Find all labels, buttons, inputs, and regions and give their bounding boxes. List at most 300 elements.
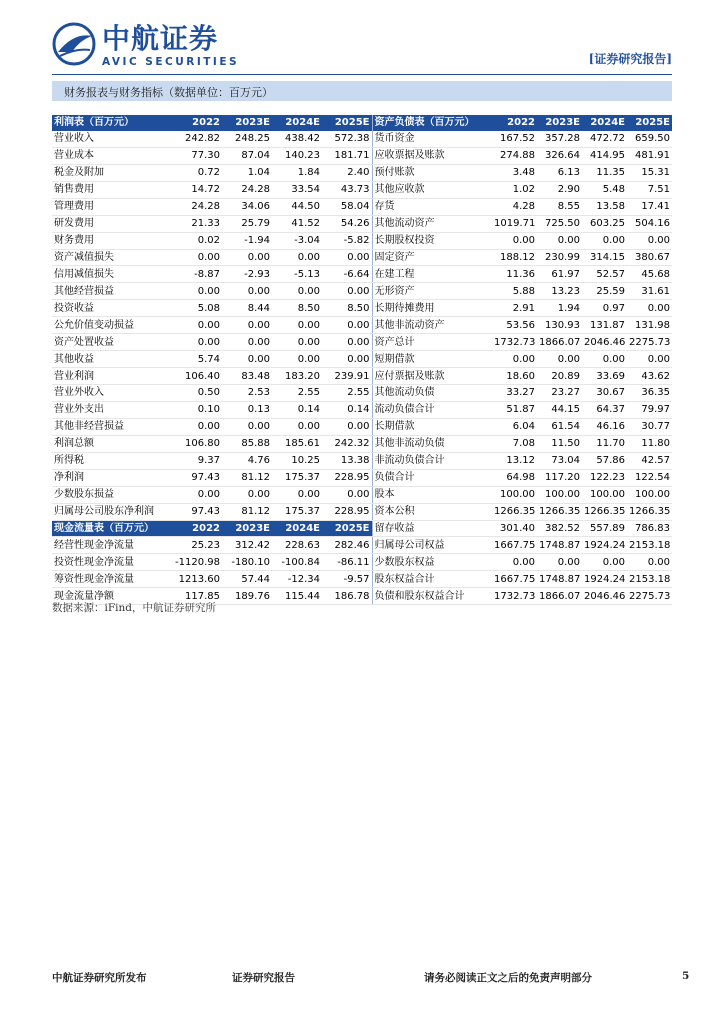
row-value: 6.13 (537, 164, 582, 181)
row-value: 0.00 (222, 418, 272, 435)
row-value: 13.58 (582, 198, 627, 215)
row-label: 营业外收入 (52, 385, 172, 402)
row-value: 239.91 (322, 368, 372, 385)
row-value: 20.89 (537, 368, 582, 385)
header-label: 现金流量表（百万元） (52, 520, 172, 537)
row-value: 2.55 (322, 385, 372, 402)
row-value: 30.67 (582, 385, 627, 402)
row-label: 长期借款 (372, 418, 492, 435)
row-value: 1.84 (272, 164, 322, 181)
row-value: 5.08 (172, 300, 222, 317)
table-row (52, 181, 672, 198)
year-header: 2023E (222, 115, 272, 131)
row-label: 营业外支出 (52, 401, 172, 418)
row-value: 0.13 (222, 401, 272, 418)
row-label: 营业利润 (52, 368, 172, 385)
row-value: 0.00 (492, 351, 537, 368)
row-value: 0.00 (272, 283, 322, 300)
row-value: 4.76 (222, 452, 272, 469)
row-value: 1266.35 (537, 503, 582, 520)
row-value: -2.93 (222, 266, 272, 283)
row-label: 营业成本 (52, 147, 172, 164)
row-value: 314.15 (582, 249, 627, 266)
row-label: 财务费用 (52, 232, 172, 249)
table-row (52, 317, 672, 334)
page-footer (52, 970, 692, 990)
row-value: 33.69 (582, 368, 627, 385)
row-value: -86.11 (322, 554, 372, 571)
row-value: 0.00 (222, 486, 272, 503)
row-value: 8.55 (537, 198, 582, 215)
row-value: 3.48 (492, 164, 537, 181)
table-row (52, 198, 672, 215)
row-value: 106.40 (172, 368, 222, 385)
footer-report-type: 证券研究报告 (232, 972, 295, 984)
row-value: 61.97 (537, 266, 582, 283)
row-value: 15.31 (627, 164, 672, 181)
row-value: -3.04 (272, 232, 322, 249)
row-value: 1924.24 (582, 571, 627, 588)
row-label: 少数股东损益 (52, 486, 172, 503)
row-label: 归属母公司权益 (372, 537, 492, 554)
row-value: 1732.73 (492, 588, 537, 605)
row-value: 117.85 (172, 588, 222, 605)
table-row (52, 147, 672, 164)
row-label: 应收票据及账款 (372, 147, 492, 164)
avic-logo-icon (52, 22, 96, 66)
row-value: 0.00 (322, 418, 372, 435)
section-title: 财务报表与财务指标（数据单位：百万元） (64, 86, 273, 99)
row-value: 53.56 (492, 317, 537, 334)
year-header: 2025E (627, 115, 672, 131)
row-value: -1120.98 (172, 554, 222, 571)
row-label: 营业收入 (52, 131, 172, 147)
row-label: 其他流动资产 (372, 215, 492, 232)
row-value: 603.25 (582, 215, 627, 232)
table-row (52, 351, 672, 368)
row-value: 36.35 (627, 385, 672, 402)
row-value: -12.34 (272, 571, 322, 588)
row-value: 30.77 (627, 418, 672, 435)
row-value: 45.68 (627, 266, 672, 283)
row-value: 228.95 (322, 503, 372, 520)
row-value: 115.44 (272, 588, 322, 605)
row-value: 131.87 (582, 317, 627, 334)
row-value: 31.61 (627, 283, 672, 300)
row-label: 研发费用 (52, 215, 172, 232)
row-value: 557.89 (582, 520, 627, 537)
row-value: 122.23 (582, 469, 627, 486)
row-value: 2153.18 (627, 571, 672, 588)
row-label: 资产总计 (372, 334, 492, 351)
row-value: 0.00 (222, 317, 272, 334)
table-row (52, 249, 672, 266)
row-value: 0.00 (272, 317, 322, 334)
year-header: 2022 (492, 115, 537, 131)
row-value: 97.43 (172, 503, 222, 520)
row-value: 1667.75 (492, 537, 537, 554)
row-value: 301.40 (492, 520, 537, 537)
row-value: 0.14 (272, 401, 322, 418)
year-header: 2025E (322, 115, 372, 131)
row-value: 0.00 (222, 351, 272, 368)
row-value: 140.23 (272, 147, 322, 164)
table-row (52, 469, 672, 486)
row-value: -180.10 (222, 554, 272, 571)
row-value: 8.50 (272, 300, 322, 317)
row-value: 175.37 (272, 469, 322, 486)
row-label: 股本 (372, 486, 492, 503)
table-row (52, 401, 672, 418)
row-label: 在建工程 (372, 266, 492, 283)
row-label: 固定资产 (372, 249, 492, 266)
table-row (52, 334, 672, 351)
table-row (52, 418, 672, 435)
table-row (52, 215, 672, 232)
row-value: 10.25 (272, 452, 322, 469)
year-header: 2022 (172, 115, 222, 131)
row-value: 61.54 (537, 418, 582, 435)
row-value: 100.00 (492, 486, 537, 503)
row-value: 0.00 (272, 486, 322, 503)
row-value: 7.08 (492, 435, 537, 452)
row-value: 8.50 (322, 300, 372, 317)
row-value: 24.28 (222, 181, 272, 198)
row-value: 1019.71 (492, 215, 537, 232)
row-value: 0.00 (627, 351, 672, 368)
table-row (52, 164, 672, 181)
table-header-row (52, 115, 672, 131)
row-label: 利润总额 (52, 435, 172, 452)
logo-chinese-text: 中航证券 (102, 22, 219, 55)
row-value: 17.41 (627, 198, 672, 215)
row-value: 11.80 (627, 435, 672, 452)
year-header: 2022 (172, 520, 222, 537)
row-value: 1213.60 (172, 571, 222, 588)
year-header: 2023E (222, 520, 272, 537)
row-value: 25.79 (222, 215, 272, 232)
table-row (52, 503, 672, 520)
row-value: 43.73 (322, 181, 372, 198)
table-row (52, 131, 672, 147)
row-value: -6.64 (322, 266, 372, 283)
row-value: 1266.35 (627, 503, 672, 520)
row-value: 0.50 (172, 385, 222, 402)
row-label: 少数股东权益 (372, 554, 492, 571)
row-value: 0.00 (322, 249, 372, 266)
row-value: 382.52 (537, 520, 582, 537)
row-value: 1748.87 (537, 571, 582, 588)
row-value: -100.84 (272, 554, 322, 571)
row-value: 1667.75 (492, 571, 537, 588)
row-value: 130.93 (537, 317, 582, 334)
row-value: 185.61 (272, 435, 322, 452)
row-value: 725.50 (537, 215, 582, 232)
row-value: 79.97 (627, 401, 672, 418)
row-label: 投资收益 (52, 300, 172, 317)
row-label: 存货 (372, 198, 492, 215)
row-value: 167.52 (492, 131, 537, 147)
row-value: 131.98 (627, 317, 672, 334)
row-value: 0.00 (172, 486, 222, 503)
row-value: -5.82 (322, 232, 372, 249)
row-value: 97.43 (172, 469, 222, 486)
footer-publisher: 中航证券研究所发布 (52, 972, 147, 984)
row-value: 181.71 (322, 147, 372, 164)
row-value: 0.00 (322, 334, 372, 351)
row-label: 资产处置收益 (52, 334, 172, 351)
row-value: 117.20 (537, 469, 582, 486)
row-value: 2.53 (222, 385, 272, 402)
row-value: 242.32 (322, 435, 372, 452)
row-value: 25.23 (172, 537, 222, 554)
row-value: 81.12 (222, 469, 272, 486)
year-header: 2024E (272, 115, 322, 131)
row-value: 44.50 (272, 198, 322, 215)
row-label: 其他流动负债 (372, 385, 492, 402)
row-value: 312.42 (222, 537, 272, 554)
row-value: 57.44 (222, 571, 272, 588)
row-value: 87.04 (222, 147, 272, 164)
year-header: 2025E (322, 520, 372, 537)
row-value: 0.00 (492, 232, 537, 249)
row-value: 0.00 (492, 554, 537, 571)
row-value: 1266.35 (582, 503, 627, 520)
row-value: 0.00 (537, 351, 582, 368)
row-value: 13.12 (492, 452, 537, 469)
row-label: 应付票据及账款 (372, 368, 492, 385)
row-value: 228.63 (272, 537, 322, 554)
row-label: 所得税 (52, 452, 172, 469)
row-value: 0.00 (272, 334, 322, 351)
row-value: 42.57 (627, 452, 672, 469)
table-row (52, 486, 672, 503)
table-row (52, 232, 672, 249)
row-value: 64.98 (492, 469, 537, 486)
row-label: 短期借款 (372, 351, 492, 368)
year-header: 2023E (537, 115, 582, 131)
row-value: 46.16 (582, 418, 627, 435)
row-value: 2.91 (492, 300, 537, 317)
row-value: 1.94 (537, 300, 582, 317)
header-divider (52, 74, 672, 75)
row-value: 230.99 (537, 249, 582, 266)
row-value: 83.48 (222, 368, 272, 385)
row-value: 33.54 (272, 181, 322, 198)
row-label: 公允价值变动损益 (52, 317, 172, 334)
row-value: 2.90 (537, 181, 582, 198)
row-value: 8.44 (222, 300, 272, 317)
table-row (52, 537, 672, 554)
row-value: 0.00 (627, 232, 672, 249)
row-label: 资产减值损失 (52, 249, 172, 266)
row-value: 1866.07 (537, 334, 582, 351)
row-value: 0.00 (582, 554, 627, 571)
row-value: 11.70 (582, 435, 627, 452)
footer-page-number: 5 (682, 970, 690, 982)
row-value: 0.00 (272, 249, 322, 266)
row-label: 负债合计 (372, 469, 492, 486)
row-value: 81.12 (222, 503, 272, 520)
data-source-note: 数据来源：iFind，中航证券研究所 (52, 602, 216, 614)
row-value: 0.97 (582, 300, 627, 317)
header-label: 利润表（百万元） (52, 115, 172, 131)
row-value: 34.06 (222, 198, 272, 215)
row-value: 2275.73 (627, 334, 672, 351)
row-value: 0.00 (322, 486, 372, 503)
row-value: 0.00 (627, 300, 672, 317)
row-value: 0.00 (582, 232, 627, 249)
row-value: 0.00 (272, 418, 322, 435)
row-value: 0.00 (172, 317, 222, 334)
row-label: 管理费用 (52, 198, 172, 215)
row-value: 248.25 (222, 131, 272, 147)
row-value: 1.04 (222, 164, 272, 181)
row-value: 0.00 (322, 351, 372, 368)
table-row (52, 300, 672, 317)
row-label: 其他非流动负债 (372, 435, 492, 452)
row-value: 175.37 (272, 503, 322, 520)
row-value: 414.95 (582, 147, 627, 164)
row-value: 0.72 (172, 164, 222, 181)
row-value: 0.00 (222, 283, 272, 300)
row-value: 23.27 (537, 385, 582, 402)
row-value: 357.28 (537, 131, 582, 147)
table-row (52, 368, 672, 385)
section-title-bar (52, 81, 672, 101)
row-value: 786.83 (627, 520, 672, 537)
row-value: 0.00 (322, 317, 372, 334)
row-value: 659.50 (627, 131, 672, 147)
row-label: 留存收益 (372, 520, 492, 537)
row-value: 11.50 (537, 435, 582, 452)
row-value: 0.14 (322, 401, 372, 418)
year-header: 2024E (582, 115, 627, 131)
row-value: 2.40 (322, 164, 372, 181)
row-value: 73.04 (537, 452, 582, 469)
row-value: 51.87 (492, 401, 537, 418)
cashflow-header-row (52, 520, 672, 537)
row-label: 其他收益 (52, 351, 172, 368)
row-label: 长期待摊费用 (372, 300, 492, 317)
row-value: 504.16 (627, 215, 672, 232)
row-value: 572.38 (322, 131, 372, 147)
row-value: 122.54 (627, 469, 672, 486)
row-label: 其他非经营损益 (52, 418, 172, 435)
row-label: 长期股权投资 (372, 232, 492, 249)
row-value: -1.94 (222, 232, 272, 249)
table-row (52, 283, 672, 300)
row-value: 13.23 (537, 283, 582, 300)
row-value: 44.15 (537, 401, 582, 418)
row-value: 1748.87 (537, 537, 582, 554)
row-label: 信用减值损失 (52, 266, 172, 283)
row-label: 股东权益合计 (372, 571, 492, 588)
row-value: 54.26 (322, 215, 372, 232)
header-label: 资产负债表（百万元） (372, 115, 492, 131)
row-value: 41.52 (272, 215, 322, 232)
financial-statements-table (52, 115, 672, 605)
table-row (52, 452, 672, 469)
row-value: 100.00 (537, 486, 582, 503)
row-value: 1266.35 (492, 503, 537, 520)
row-value: 326.64 (537, 147, 582, 164)
row-value: 13.38 (322, 452, 372, 469)
row-value: 0.00 (172, 283, 222, 300)
row-value: 188.12 (492, 249, 537, 266)
row-value: 0.00 (537, 554, 582, 571)
table-row (52, 554, 672, 571)
row-value: 64.37 (582, 401, 627, 418)
row-value: 186.78 (322, 588, 372, 605)
row-label: 其他经营损益 (52, 283, 172, 300)
row-value: 0.02 (172, 232, 222, 249)
row-label: 负债和股东权益合计 (372, 588, 492, 605)
row-label: 其他非流动资产 (372, 317, 492, 334)
row-value: 438.42 (272, 131, 322, 147)
row-value: 380.67 (627, 249, 672, 266)
row-value: 481.91 (627, 147, 672, 164)
row-value: 5.88 (492, 283, 537, 300)
year-header: 2024E (272, 520, 322, 537)
row-label: 非流动负债合计 (372, 452, 492, 469)
table-row (52, 385, 672, 402)
row-value: 85.88 (222, 435, 272, 452)
row-value: 14.72 (172, 181, 222, 198)
row-value: 58.04 (322, 198, 372, 215)
report-type-tag: [证券研究报告] (588, 52, 672, 66)
row-value: 189.76 (222, 588, 272, 605)
row-value: 11.35 (582, 164, 627, 181)
row-value: 100.00 (582, 486, 627, 503)
row-value: 274.88 (492, 147, 537, 164)
row-value: 6.04 (492, 418, 537, 435)
row-value: 43.62 (627, 368, 672, 385)
row-value: 282.46 (322, 537, 372, 554)
row-value: 9.37 (172, 452, 222, 469)
row-value: 0.00 (222, 334, 272, 351)
table-row (52, 435, 672, 452)
row-label: 归属母公司股东净利润 (52, 503, 172, 520)
row-value: -9.57 (322, 571, 372, 588)
row-value: 183.20 (272, 368, 322, 385)
row-value: 0.00 (172, 249, 222, 266)
row-label: 税金及附加 (52, 164, 172, 181)
row-label: 销售费用 (52, 181, 172, 198)
row-value: -5.13 (272, 266, 322, 283)
row-value: 0.00 (272, 351, 322, 368)
row-value: 5.48 (582, 181, 627, 198)
row-value: 106.80 (172, 435, 222, 452)
row-value: 0.00 (172, 334, 222, 351)
row-value: 1866.07 (537, 588, 582, 605)
row-label: 投资性现金净流量 (52, 554, 172, 571)
footer-disclaimer: 请务必阅读正文之后的免责声明部分 (424, 972, 592, 984)
row-value: 11.36 (492, 266, 537, 283)
row-value: 472.72 (582, 131, 627, 147)
row-value: 1.02 (492, 181, 537, 198)
row-value: 2275.73 (627, 588, 672, 605)
row-label: 现金流量净额 (52, 588, 172, 605)
row-value: 0.10 (172, 401, 222, 418)
row-value: 0.00 (172, 418, 222, 435)
row-value: 1924.24 (582, 537, 627, 554)
row-label: 经营性现金净流量 (52, 537, 172, 554)
row-value: 4.28 (492, 198, 537, 215)
report-header (52, 18, 672, 74)
row-value: 24.28 (172, 198, 222, 215)
table-row (52, 571, 672, 588)
